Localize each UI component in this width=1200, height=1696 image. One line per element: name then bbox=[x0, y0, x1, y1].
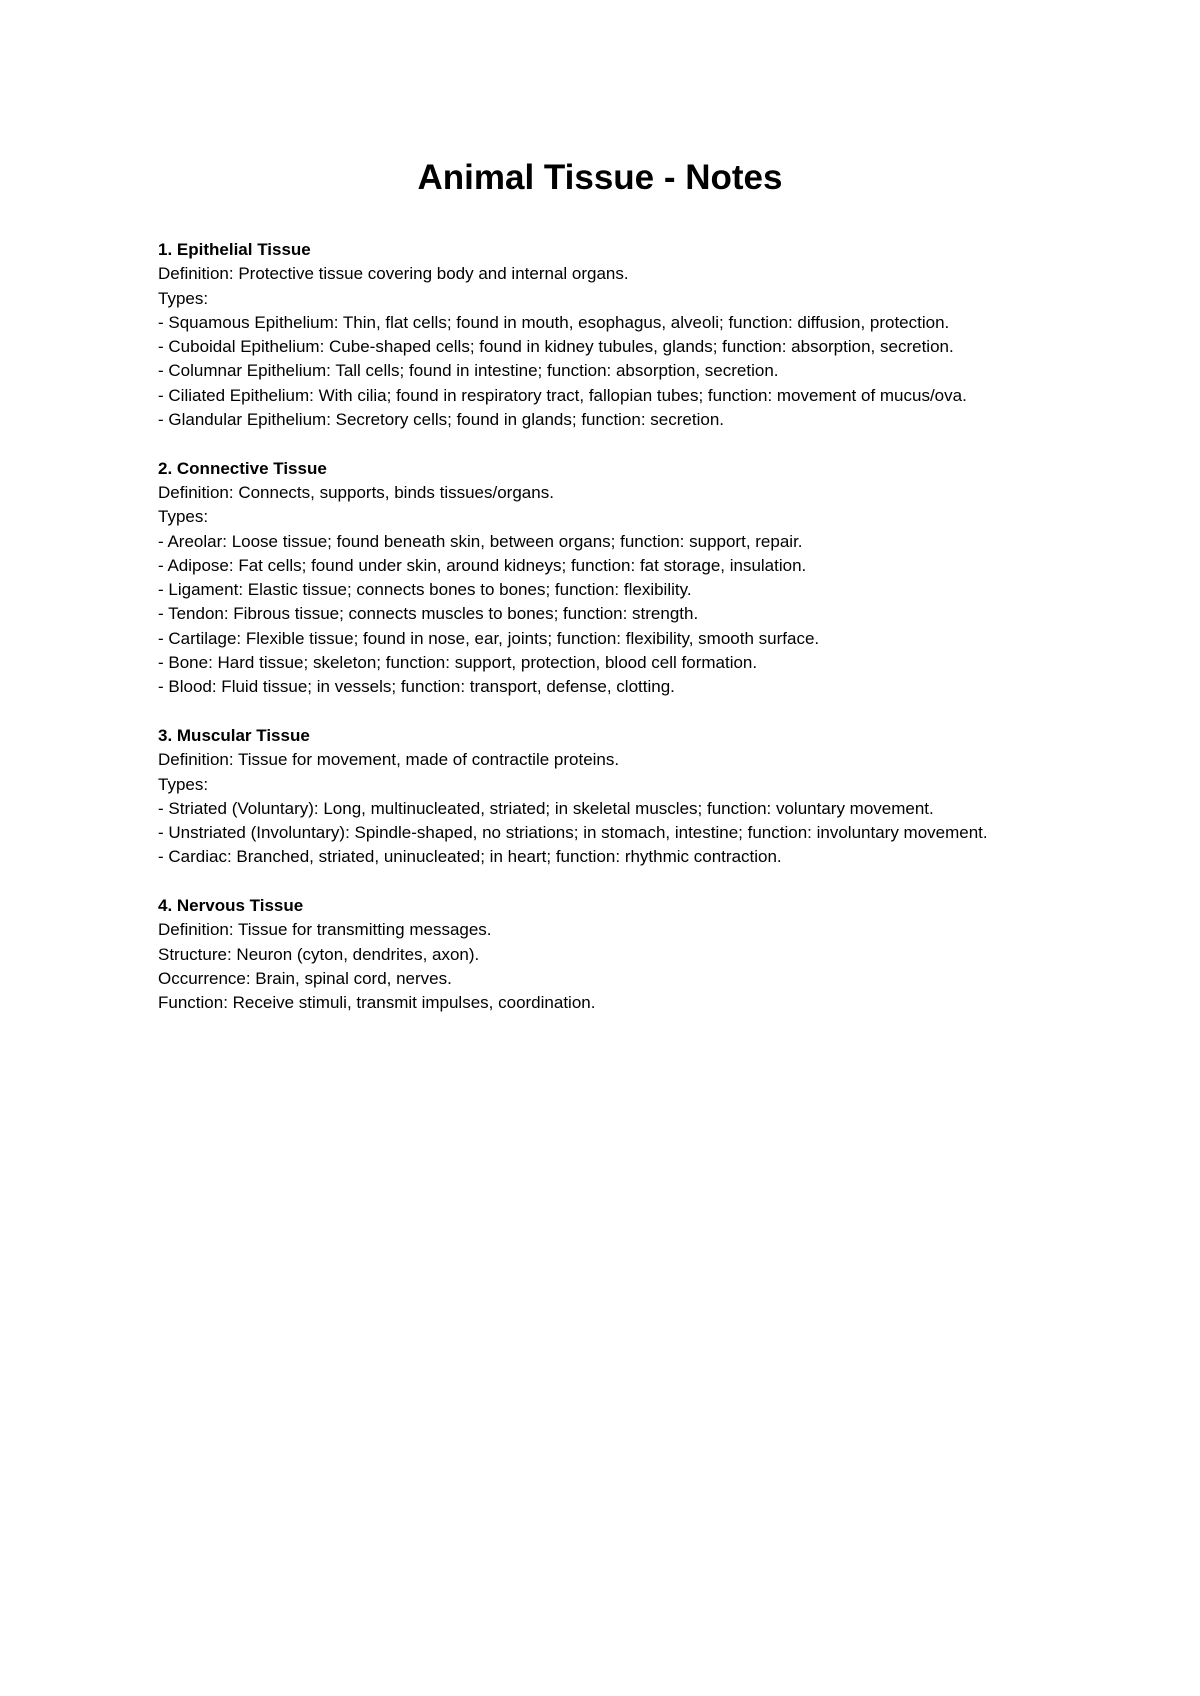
structure-line: Structure: Neuron (cyton, dendrites, axon). bbox=[158, 944, 480, 964]
types-label: Types: bbox=[158, 288, 209, 308]
type-item: - Squamous Epithelium: Thin, flat cells; found in mouth, esophagus, alveoli; function: diffusion, protection. bbox=[158, 312, 950, 332]
type-item: - Glandular Epithelium: Secretory cells; found in glands; function: secretion. bbox=[158, 410, 725, 430]
section-definition: Definition: Connects, supports, binds tissues/organs. bbox=[158, 482, 554, 502]
notes-content bbox=[158, 238, 1058, 1040]
section-heading: 2. Connective Tissue bbox=[158, 458, 327, 478]
type-item: - Striated (Voluntary): Long, multinucleated, striated; in skeletal muscles; function: voluntary movement. bbox=[158, 798, 934, 818]
type-item: - Bone: Hard tissue; skeleton; function: support, protection, blood cell formation. bbox=[158, 653, 758, 673]
type-item: - Cuboidal Epithelium: Cube-shaped cells; found in kidney tubules, glands; function: absorption, secretion. bbox=[158, 337, 954, 357]
type-item: - Unstriated (Involuntary): Spindle-shaped, no striations; in stomach, intestine; function: involuntary movement. bbox=[158, 823, 988, 843]
type-item: - Ligament: Elastic tissue; connects bones to bones; function: flexibility. bbox=[158, 580, 692, 600]
types-label: Types: bbox=[158, 774, 209, 794]
section-muscular-tissue bbox=[158, 724, 1058, 870]
type-item: - Ciliated Epithelium: With cilia; found in respiratory tract, fallopian tubes; function: movement of mucus/ova. bbox=[158, 385, 967, 405]
type-item: - Blood: Fluid tissue; in vessels; function: transport, defense, clotting. bbox=[158, 677, 675, 697]
section-connective-tissue bbox=[158, 457, 1058, 700]
section-definition: Definition: Tissue for transmitting messages. bbox=[158, 920, 492, 940]
section-heading: 3. Muscular Tissue bbox=[158, 725, 310, 745]
type-item: - Adipose: Fat cells; found under skin, around kidneys; function: fat storage, insulation. bbox=[158, 555, 807, 575]
type-item: - Columnar Epithelium: Tall cells; found in intestine; function: absorption, secretion. bbox=[158, 361, 779, 381]
section-definition: Definition: Tissue for movement, made of contractile proteins. bbox=[158, 750, 620, 770]
section-heading: 4. Nervous Tissue bbox=[158, 896, 304, 916]
type-item: - Tendon: Fibrous tissue; connects muscles to bones; function: strength. bbox=[158, 604, 699, 624]
section-heading: 1. Epithelial Tissue bbox=[158, 240, 311, 259]
type-item: - Areolar: Loose tissue; found beneath skin, between organs; function: support, repair. bbox=[158, 531, 803, 551]
section-nervous-tissue bbox=[158, 894, 1058, 1015]
section-definition: Definition: Protective tissue covering body and internal organs. bbox=[158, 264, 629, 284]
section-epithelial-tissue bbox=[158, 238, 1058, 432]
function-line: Function: Receive stimuli, transmit impulses, coordination. bbox=[158, 993, 596, 1013]
type-item: - Cartilage: Flexible tissue; found in nose, ear, joints; function: flexibility, smooth surface. bbox=[158, 628, 820, 648]
occurrence-line: Occurrence: Brain, spinal cord, nerves. bbox=[158, 968, 452, 988]
type-item: - Cardiac: Branched, striated, uninucleated; in heart; function: rhythmic contraction. bbox=[158, 847, 782, 867]
page-title: Animal Tissue - Notes bbox=[417, 158, 783, 197]
types-label: Types: bbox=[158, 507, 209, 527]
